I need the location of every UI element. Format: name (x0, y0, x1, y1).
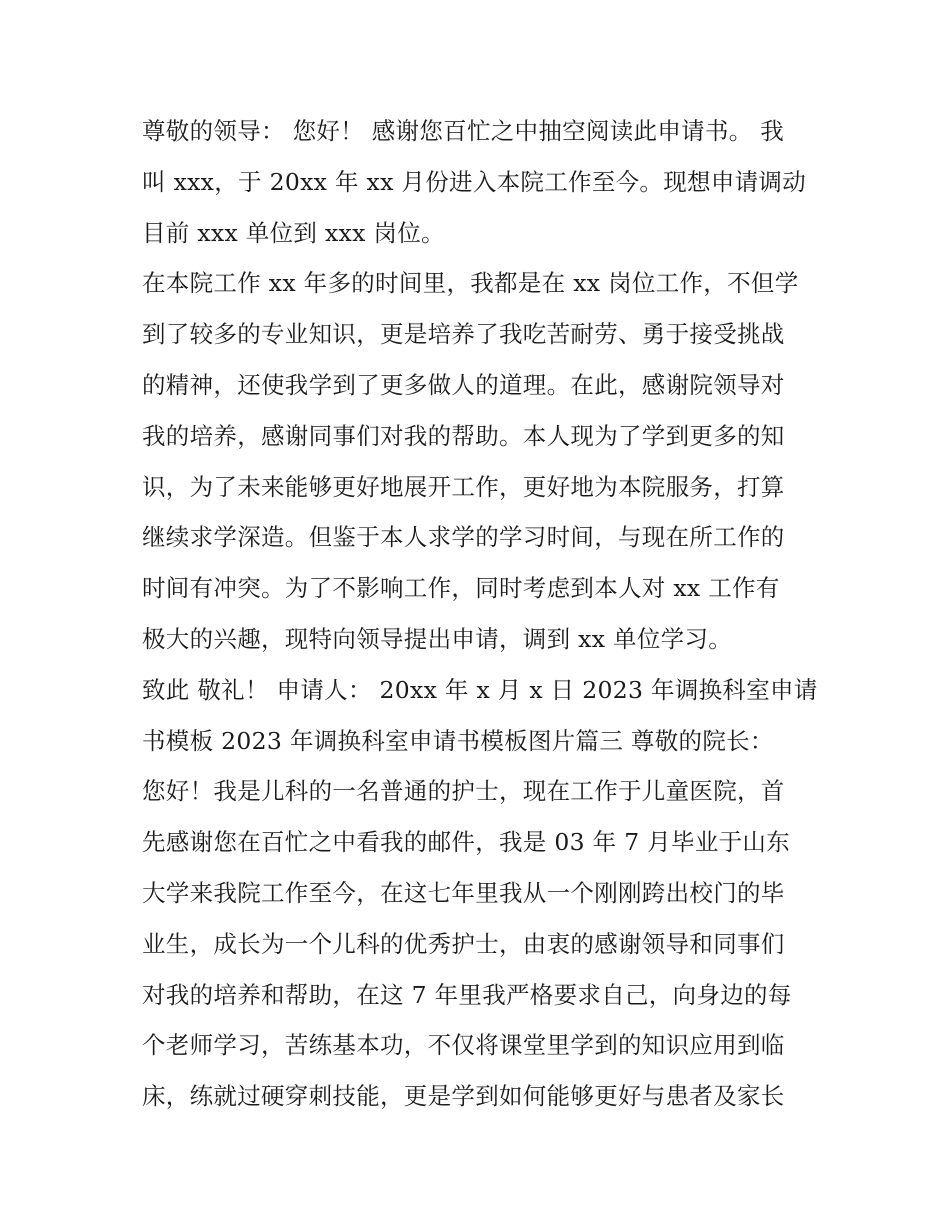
text-line: 致此 敬礼！ 申请人： 20xx 年 x 月 x 日 2023 年调换科室申请 (142, 675, 818, 704)
text-line: 识，为了未来能够更好地展开工作，更好地为本院服务，打算 (142, 472, 785, 501)
text-line: 在本院工作 xx 年多的时间里，我都是在 xx 岗位工作，不但学 (142, 269, 799, 298)
text-line: 叫 xxx，于 20xx 年 xx 月份进入本院工作至今。现想申请调动 (142, 167, 807, 196)
text-line: 的精神，还使我学到了更多做人的道理。在此，感谢院领导对 (142, 370, 785, 399)
text-line: 时间有冲突。为了不影响工作，同时考虑到本人对 xx 工作有 (142, 574, 780, 603)
text-line: 个老师学习，苦练基本功，不仅将课堂里学到的知识应用到临 (142, 1031, 785, 1060)
text-line: 业生，成长为一个儿科的优秀护士，由衷的感谢领导和同事们 (142, 929, 785, 958)
text-line: 尊敬的领导： 您好！ 感谢您百忙之中抽空阅读此申请书。 我 (142, 117, 785, 145)
text-line: 对我的培养和帮助，在这 7 年里我严格要求自己，向身边的每 (142, 980, 792, 1009)
text-line: 极大的兴趣，现特向领导提出申请，调到 xx 单位学习。 (142, 624, 733, 653)
text-line: 继续求学深造。但鉴于本人求学的学习时间，与现在所工作的 (142, 523, 785, 552)
text-line: 大学来我院工作至今，在这七年里我从一个刚刚跨出校门的毕 (142, 878, 785, 907)
text-line: 书模板 2023 年调换科室申请书模板图片篇三 尊敬的院长： (142, 726, 774, 755)
text-line: 目前 xxx 单位到 xxx 岗位。 (142, 218, 445, 247)
text-line: 我的培养，感谢同事们对我的帮助。本人现为了学到更多的知 (142, 421, 785, 450)
text-line: 先感谢您在百忙之中看我的邮件，我是 03 年 7 月毕业于山东 (142, 828, 791, 857)
text-line: 您好！我是儿科的一名普通的护士，现在工作于儿童医院，首 (142, 777, 785, 806)
text-line: 到了较多的专业知识，更是培养了我吃苦耐劳、勇于接受挑战 (142, 320, 785, 349)
text-line: 床，练就过硬穿刺技能，更是学到如何能够更好与患者及家长 (142, 1082, 785, 1111)
document-body (142, 106, 822, 1122)
